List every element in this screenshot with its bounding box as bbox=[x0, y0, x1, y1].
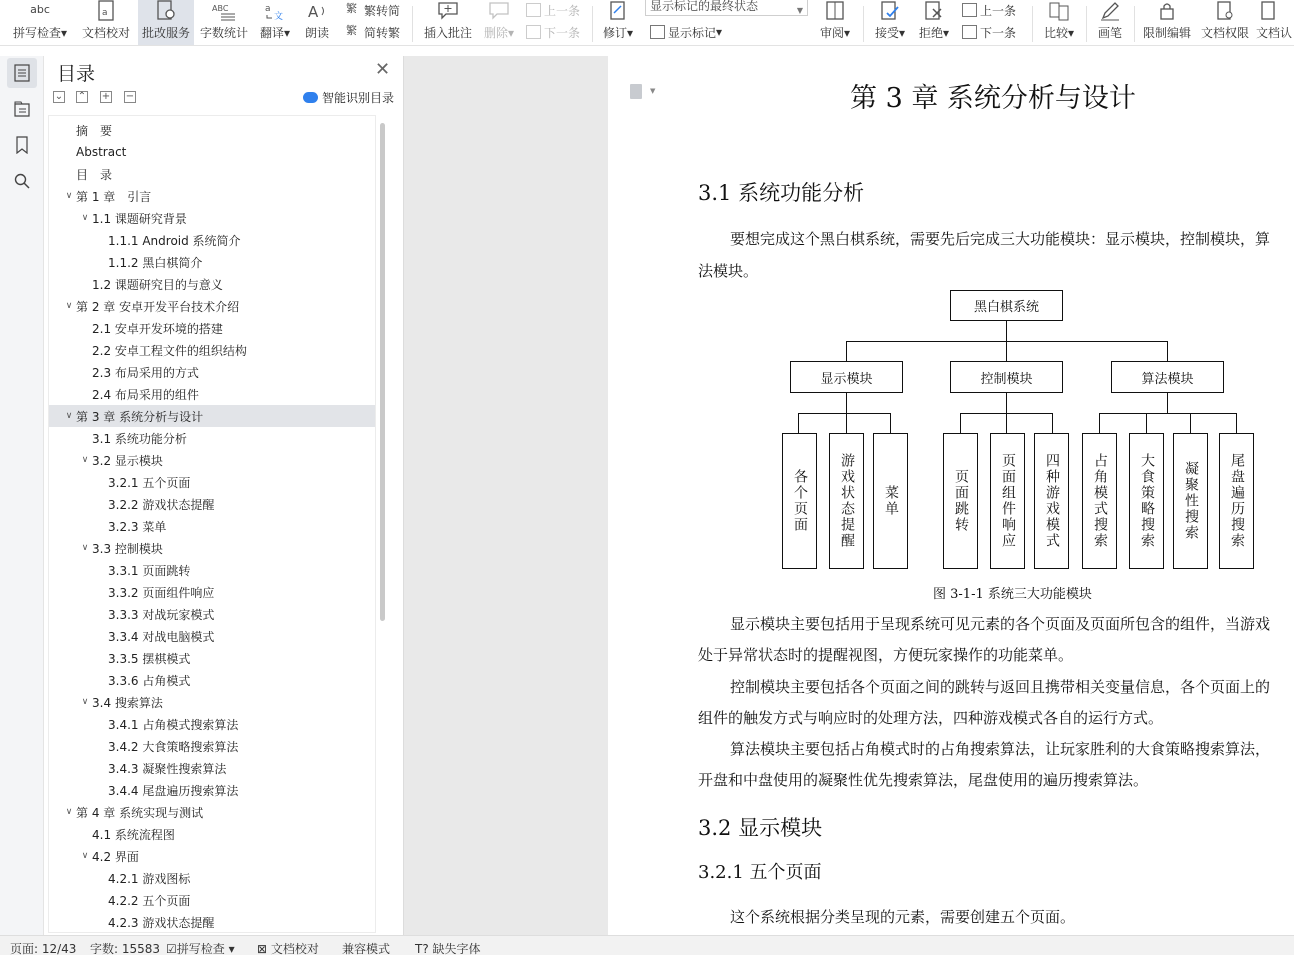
toc-item[interactable] bbox=[49, 559, 375, 581]
diagram-connector bbox=[1052, 413, 1053, 433]
toc-item[interactable] bbox=[49, 273, 375, 295]
doc-auth-icon bbox=[1256, 0, 1282, 22]
toc-item[interactable] bbox=[49, 537, 375, 559]
toc-item-label: 第 3 章 系统分析与设计 bbox=[76, 409, 204, 424]
next-comment-icon bbox=[526, 25, 541, 39]
reject-label: 拒绝 bbox=[918, 26, 943, 40]
font-warning-icon: T? bbox=[415, 942, 429, 955]
toc-item-label: 2.2 安卓工程文件的组织结构 bbox=[92, 343, 247, 358]
paragraph-1-line-1: 要想完成这个黑白棋系统，需要先后完成三大功能模块：显示模块，控制模块，算 bbox=[730, 230, 1271, 248]
diagram-leaf-box bbox=[943, 433, 978, 569]
prev-change-button[interactable] bbox=[962, 0, 1016, 20]
toc-list bbox=[48, 115, 376, 933]
chevron-down-icon[interactable]: ∨ bbox=[65, 301, 73, 311]
toc-title: 目录 bbox=[57, 63, 96, 85]
robot-icon bbox=[303, 92, 318, 103]
restrict-editing-button[interactable] bbox=[1140, 0, 1194, 46]
navigation-sidebar bbox=[0, 56, 44, 935]
doc-proof-button[interactable] bbox=[78, 0, 134, 46]
ribbon-divider bbox=[592, 6, 593, 42]
review-pane-button[interactable]: 审阅▾ bbox=[812, 0, 858, 46]
reject-icon bbox=[921, 0, 947, 22]
simp-trad-icon: 繁 bbox=[346, 24, 357, 37]
diagram-leaf-box bbox=[1173, 433, 1208, 569]
toc-item-label: 3.4 搜索算法 bbox=[92, 695, 163, 710]
pen-icon bbox=[1097, 0, 1123, 22]
toc-item[interactable] bbox=[49, 251, 375, 273]
insert-comment-button[interactable] bbox=[420, 0, 476, 46]
diagram-leaf-box bbox=[1034, 433, 1069, 569]
toc-item[interactable] bbox=[49, 625, 375, 647]
add-heading-button[interactable] bbox=[100, 91, 112, 103]
bookmark-icon bbox=[15, 136, 29, 154]
diagram-module-box: 控制模块 bbox=[950, 361, 1063, 393]
spell-check-icon bbox=[27, 0, 53, 22]
minus-icon: − bbox=[125, 91, 135, 102]
toc-item-label: 摘 要 bbox=[76, 123, 113, 138]
restrict-editing-label: 限制编辑 bbox=[1142, 26, 1191, 40]
toc-item-label: 4.2.1 游戏图标 bbox=[108, 871, 191, 886]
toc-item[interactable] bbox=[49, 361, 375, 383]
checkbox-icon: ☑ bbox=[166, 942, 177, 955]
track-changes-icon bbox=[605, 0, 631, 22]
toc-scrollbar[interactable] bbox=[380, 123, 385, 621]
next-change-label: 下一条 bbox=[980, 25, 1017, 40]
toc-item[interactable] bbox=[49, 647, 375, 669]
diagram-module-box: 算法模块 bbox=[1111, 361, 1224, 393]
proof-icon: ⊠ bbox=[257, 942, 268, 955]
chevron-down-icon[interactable]: ∨ bbox=[81, 455, 89, 465]
toc-item-label: 3.2.2 游戏状态提醒 bbox=[108, 497, 215, 512]
paragraph-3-line-2: 组件的触发方式与响应时的处理方法，四种游戏模式各自的运行方式。 bbox=[698, 709, 1164, 727]
leaf-label: 占角模式搜索 bbox=[1092, 453, 1108, 549]
leaf-label: 大食策略搜索 bbox=[1139, 453, 1155, 549]
paragraph-4-line-2: 开盘和中盘使用的凝聚性优先搜索算法，尾盘使用的遍历搜索算法。 bbox=[698, 771, 1149, 789]
toc-item-label: 2.3 布局采用的方式 bbox=[92, 365, 199, 380]
chevron-down-icon[interactable]: ∨ bbox=[65, 411, 73, 421]
doc-proof-icon bbox=[93, 0, 119, 22]
svg-text:A: A bbox=[308, 3, 319, 21]
leaf-label: 各个页面 bbox=[792, 469, 808, 533]
toc-item[interactable] bbox=[49, 823, 375, 845]
toc-item-label: 1.1 课题研究背景 bbox=[92, 211, 187, 226]
toc-item[interactable] bbox=[49, 427, 375, 449]
document-gutter bbox=[404, 56, 608, 935]
chapter-panel-button[interactable] bbox=[7, 94, 37, 124]
chevron-down-icon: ▼ bbox=[796, 6, 803, 15]
toc-item-label: 3.3.3 对战玩家模式 bbox=[108, 607, 215, 622]
compare-icon bbox=[1046, 0, 1072, 22]
toc-item[interactable] bbox=[49, 229, 375, 251]
chevron-down-icon[interactable]: ∨ bbox=[65, 807, 73, 817]
pen-button[interactable] bbox=[1092, 0, 1128, 46]
status-doc-proof[interactable] bbox=[257, 940, 319, 955]
toc-item-label: 3.4.3 凝聚性搜索算法 bbox=[108, 761, 227, 776]
simp-trad-label: 简转繁 bbox=[364, 25, 401, 40]
toc-item[interactable] bbox=[49, 779, 375, 801]
diagram-connector bbox=[1099, 413, 1100, 433]
paragraph-1-line-2: 法模块。 bbox=[698, 262, 759, 280]
toc-item-label: 1.1.1 Android 系统简介 bbox=[108, 233, 241, 248]
toc-item-label: 第 1 章 引言 bbox=[76, 189, 152, 204]
trad-simp-icon: 繁 bbox=[346, 2, 357, 15]
abc-glyph: abc bbox=[30, 2, 50, 16]
diagram-module-box: 显示模块 bbox=[790, 361, 903, 393]
diagram-leaf-box bbox=[1082, 433, 1117, 569]
svg-text:文: 文 bbox=[274, 12, 284, 21]
diagram-connector bbox=[798, 413, 890, 414]
close-icon[interactable]: ✕ bbox=[375, 59, 391, 80]
lock-icon bbox=[1154, 0, 1180, 22]
toc-item-label: 3.4.1 占角模式搜索算法 bbox=[108, 717, 239, 732]
toc-item[interactable] bbox=[49, 383, 375, 405]
diagram-connector bbox=[1167, 341, 1168, 361]
chevron-down-icon[interactable]: ∨ bbox=[81, 697, 89, 707]
read-aloud-icon bbox=[304, 0, 330, 22]
diagram-root-box: 黑白棋系统 bbox=[950, 290, 1063, 321]
toc-panel-button[interactable] bbox=[7, 58, 37, 88]
toc-item-label: 第 2 章 安卓开发平台技术介绍 bbox=[76, 299, 240, 314]
toc-item-label: 3.2 显示模块 bbox=[92, 453, 163, 468]
ribbon-divider bbox=[412, 6, 413, 42]
toc-item-label: 1.2 课题研究目的与意义 bbox=[92, 277, 223, 292]
doc-permission-button[interactable] bbox=[1198, 0, 1252, 46]
diagram-connector bbox=[846, 341, 847, 361]
smart-toc-button[interactable] bbox=[303, 89, 394, 106]
toc-item-label: 4.2.2 五个页面 bbox=[108, 893, 191, 908]
toc-item-label: 3.2.3 菜单 bbox=[108, 519, 167, 534]
diagram-connector bbox=[1236, 413, 1237, 433]
document-page[interactable] bbox=[608, 56, 1294, 935]
diagram-connector bbox=[798, 413, 799, 433]
diagram-leaf-box bbox=[782, 433, 817, 569]
doc-auth-button[interactable] bbox=[1256, 0, 1294, 46]
delete-comment-label: 删除 bbox=[483, 26, 508, 40]
compare-button[interactable]: 比较▾ bbox=[1038, 0, 1080, 46]
toc-item-label: 2.1 安卓开发环境的搭建 bbox=[92, 321, 223, 336]
toc-item[interactable] bbox=[49, 845, 375, 867]
page-icon[interactable] bbox=[630, 84, 642, 99]
leaf-label: 页面组件响应 bbox=[1000, 453, 1016, 549]
next-change-button[interactable] bbox=[962, 22, 1016, 42]
chevron-down-icon: ▼ bbox=[650, 87, 656, 95]
toc-item[interactable] bbox=[49, 471, 375, 493]
plus-icon: + bbox=[101, 91, 111, 102]
chevron-up-icon: ⌃ bbox=[77, 91, 87, 102]
paragraph-3-line-1: 控制模块主要包括各个页面之间的跳转与返回且携带相关变量信息，各个页面上的 bbox=[730, 678, 1271, 696]
section-heading-3-2: 3.2 显示模块 bbox=[698, 816, 823, 840]
paragraph-2-line-1: 显示模块主要包括用于呈现系统可见元素的各个页面及页面所包含的组件，当游戏 bbox=[730, 615, 1271, 633]
toc-item[interactable] bbox=[49, 185, 375, 207]
svg-text:ABC: ABC bbox=[212, 4, 229, 13]
trad-simp-label: 繁转简 bbox=[364, 3, 401, 18]
toc-item-label: 1.1.2 黑白棋简介 bbox=[108, 255, 203, 270]
diagram-connector bbox=[960, 413, 961, 433]
paragraph-5: 这个系统根据分类呈现的元素，需要创建五个页面。 bbox=[730, 908, 1076, 926]
expand-up-button[interactable] bbox=[76, 91, 88, 103]
word-count-button[interactable] bbox=[197, 0, 251, 46]
diagram-connector bbox=[1190, 413, 1191, 433]
status-bar bbox=[0, 935, 1294, 955]
paragraph-4-line-1: 算法模块主要包括占角模式时的占角搜索算法，让玩家胜利的大食策略搜索算法， bbox=[730, 740, 1271, 758]
track-changes-label: 修订 bbox=[602, 26, 627, 40]
word-count-indicator[interactable]: 字数: 15583 bbox=[90, 942, 161, 955]
toc-icon bbox=[14, 64, 30, 82]
toc-item[interactable] bbox=[49, 691, 375, 713]
review-pane-icon bbox=[822, 0, 848, 22]
status-spell-check[interactable]: ☑拼写检查 ▾ bbox=[166, 942, 235, 955]
toc-item[interactable] bbox=[49, 163, 375, 185]
diagram-connector bbox=[846, 413, 847, 433]
review-service-label: 批改服务 bbox=[141, 26, 190, 40]
ribbon-divider bbox=[863, 6, 864, 42]
accept-label: 接受 bbox=[874, 26, 899, 40]
toc-item[interactable] bbox=[49, 317, 375, 339]
pen-label: 画笔 bbox=[1097, 26, 1122, 40]
remove-heading-button[interactable] bbox=[124, 91, 136, 103]
bookmark-panel-button[interactable] bbox=[7, 130, 37, 160]
toc-item[interactable] bbox=[49, 449, 375, 471]
show-markup-icon bbox=[650, 25, 665, 39]
doc-auth-label: 文档认 bbox=[1256, 26, 1293, 40]
toc-item[interactable] bbox=[49, 867, 375, 889]
review-pane-label: 审阅 bbox=[819, 26, 844, 40]
review-service-button[interactable] bbox=[138, 0, 194, 46]
section-heading-3-1: 3.1 系统功能分析 bbox=[698, 181, 865, 205]
doc-proof-label: 文档校对 bbox=[81, 26, 130, 40]
track-changes-button[interactable]: 修订▾ bbox=[600, 0, 636, 46]
show-markup-label: 显示标记 bbox=[668, 25, 717, 40]
toc-item[interactable] bbox=[49, 669, 375, 691]
svg-text:a: a bbox=[265, 4, 271, 14]
diagram-leaf-box bbox=[829, 433, 864, 569]
chevron-down-icon: ⌄ bbox=[54, 91, 64, 102]
toc-item-label: 4.1 系统流程图 bbox=[92, 827, 175, 842]
leaf-label: 尾盘遍历搜索 bbox=[1229, 453, 1245, 549]
diagram-leaf-box bbox=[1129, 433, 1164, 569]
reject-button[interactable]: 拒绝▾ bbox=[914, 0, 954, 46]
doc-permission-icon bbox=[1212, 0, 1238, 22]
diagram-connector bbox=[1006, 413, 1007, 433]
diagram-connector bbox=[1146, 413, 1147, 433]
ribbon-divider bbox=[1134, 6, 1135, 42]
prev-comment-button[interactable] bbox=[526, 0, 580, 20]
next-change-icon bbox=[962, 25, 977, 39]
toc-item-label: 3.4.2 大食策略搜索算法 bbox=[108, 739, 239, 754]
markup-mode-select[interactable] bbox=[645, 0, 808, 16]
insert-comment-label: 插入批注 bbox=[423, 26, 472, 40]
show-markup-button[interactable]: 显示标记 ▾ bbox=[650, 22, 722, 42]
diagram-connector bbox=[1099, 413, 1236, 414]
smart-toc-label: 智能识别目录 bbox=[322, 91, 395, 105]
toc-item[interactable] bbox=[49, 757, 375, 779]
collapse-all-button[interactable] bbox=[53, 91, 65, 103]
toc-item[interactable] bbox=[49, 339, 375, 361]
leaf-label: 游戏状态提醒 bbox=[839, 453, 855, 549]
next-comment-button[interactable] bbox=[526, 22, 580, 42]
toc-pane bbox=[45, 56, 404, 935]
leaf-label: 页面跳转 bbox=[953, 469, 969, 533]
toc-item[interactable] bbox=[49, 493, 375, 515]
toc-item[interactable] bbox=[49, 207, 375, 229]
section-heading-3-2-1: 3.2.1 五个页面 bbox=[698, 862, 822, 883]
toc-item[interactable] bbox=[49, 801, 375, 823]
toc-item[interactable] bbox=[49, 119, 375, 141]
toc-item-label: 3.3.4 对战电脑模式 bbox=[108, 629, 215, 644]
leaf-label: 菜单 bbox=[883, 485, 899, 517]
review-ribbon bbox=[0, 0, 1294, 46]
translate-label: 翻译 bbox=[259, 26, 284, 40]
translate-icon bbox=[262, 0, 288, 22]
compat-mode-indicator: 兼容模式 bbox=[342, 942, 391, 955]
toc-item-label: 3.2.1 五个页面 bbox=[108, 475, 191, 490]
word-count-icon bbox=[211, 0, 237, 22]
svg-text:a: a bbox=[102, 8, 108, 18]
review-service-icon bbox=[153, 0, 179, 22]
chevron-down-icon[interactable]: ∨ bbox=[81, 543, 89, 553]
toc-item-label: 3.3.6 占角模式 bbox=[108, 673, 191, 688]
next-comment-label: 下一条 bbox=[544, 25, 581, 40]
toc-item-label: 2.4 布局采用的组件 bbox=[92, 387, 199, 402]
prev-change-label: 上一条 bbox=[980, 3, 1017, 18]
diagram-connector bbox=[890, 413, 891, 433]
toc-item-label: 3.3.2 页面组件响应 bbox=[108, 585, 215, 600]
toc-item-label: 3.3 控制模块 bbox=[92, 541, 163, 556]
prev-comment-label: 上一条 bbox=[544, 3, 581, 18]
toc-item-label: 3.3.5 摆棋模式 bbox=[108, 651, 191, 666]
accept-button[interactable]: 接受▾ bbox=[870, 0, 910, 46]
toc-item-label: 4.2.3 游戏状态提醒 bbox=[108, 915, 215, 930]
toc-item-label: 3.4.4 尾盘遍历搜索算法 bbox=[108, 783, 239, 798]
read-aloud-button[interactable] bbox=[300, 0, 334, 46]
toc-item-label: 第 4 章 系统实现与测试 bbox=[76, 805, 204, 820]
chapter-icon bbox=[14, 100, 30, 118]
chevron-down-icon[interactable]: ∨ bbox=[65, 191, 73, 201]
toc-item-label: 4.2 界面 bbox=[92, 849, 139, 864]
delete-comment-icon bbox=[486, 0, 512, 22]
diagram-leaf-box bbox=[1219, 433, 1254, 569]
chapter-heading: 第 3 章 系统分析与设计 bbox=[850, 83, 1136, 114]
leaf-label: 四种游戏模式 bbox=[1044, 453, 1060, 549]
toc-item[interactable] bbox=[49, 889, 375, 911]
toc-item-label: 3.3.1 页面跳转 bbox=[108, 563, 191, 578]
toc-item[interactable] bbox=[49, 603, 375, 625]
diagram-leaf-box bbox=[873, 433, 908, 569]
toc-item[interactable] bbox=[49, 141, 375, 163]
toc-item[interactable] bbox=[49, 515, 375, 537]
missing-font-indicator[interactable] bbox=[415, 940, 481, 955]
module-diagram bbox=[780, 290, 1245, 576]
spell-check-label: 拼写检查 bbox=[12, 26, 61, 40]
toc-item-label: Abstract bbox=[76, 145, 127, 159]
missing-font-label: 缺失字体 bbox=[432, 942, 481, 955]
prev-change-icon bbox=[962, 3, 977, 17]
translate-button[interactable]: a 文 翻译▾ bbox=[255, 0, 295, 46]
insert-comment-icon bbox=[435, 0, 461, 22]
status-proof-label: 文档校对 bbox=[270, 942, 319, 955]
spell-check-button[interactable]: abc 拼写检查▾ bbox=[8, 0, 72, 46]
figure-caption: 图 3-1-1 系统三大功能模块 bbox=[933, 587, 1092, 602]
read-aloud-label: 朗读 bbox=[304, 26, 329, 40]
diagram-connector bbox=[846, 393, 847, 413]
doc-permission-label: 文档权限 bbox=[1200, 26, 1249, 40]
delete-comment-button[interactable]: 删除▾ bbox=[480, 0, 518, 46]
ribbon-divider bbox=[1086, 6, 1087, 42]
markup-mode-value: 显示标记的最终状态 bbox=[650, 0, 759, 13]
word-count-label: 字数统计 bbox=[199, 26, 248, 40]
toc-item[interactable] bbox=[49, 735, 375, 757]
compare-label: 比较 bbox=[1043, 26, 1068, 40]
simp-to-trad-button[interactable] bbox=[346, 22, 400, 42]
toc-item[interactable] bbox=[49, 581, 375, 603]
diagram-connector bbox=[1006, 341, 1007, 361]
paragraph-2-line-2: 处于异常状态时的提醒视图，方便玩家操作的功能菜单。 bbox=[698, 646, 1074, 664]
toc-item[interactable] bbox=[49, 295, 375, 317]
toc-item[interactable] bbox=[49, 405, 375, 427]
accept-icon bbox=[877, 0, 903, 22]
chevron-down-icon[interactable]: ∨ bbox=[81, 213, 89, 223]
prev-comment-icon bbox=[526, 3, 541, 17]
diagram-leaf-box bbox=[990, 433, 1025, 569]
toc-item[interactable] bbox=[49, 911, 375, 933]
leaf-label: 凝聚性搜索 bbox=[1183, 461, 1199, 541]
toc-item-label: 3.1 系统功能分析 bbox=[92, 431, 187, 446]
toc-item-label: 目 录 bbox=[76, 167, 113, 182]
trad-to-simp-button[interactable] bbox=[346, 0, 400, 20]
ribbon-divider bbox=[1032, 6, 1033, 42]
chevron-down-icon[interactable]: ∨ bbox=[81, 851, 89, 861]
search-icon bbox=[14, 173, 30, 189]
diagram-connector bbox=[1167, 393, 1168, 413]
diagram-connector bbox=[1006, 393, 1007, 413]
toc-item[interactable] bbox=[49, 713, 375, 735]
status-spell-label: 拼写检查 bbox=[176, 942, 225, 955]
search-panel-button[interactable] bbox=[7, 166, 37, 196]
page-indicator[interactable]: 页面: 12/43 bbox=[10, 942, 77, 955]
diagram-connector bbox=[1006, 321, 1007, 342]
